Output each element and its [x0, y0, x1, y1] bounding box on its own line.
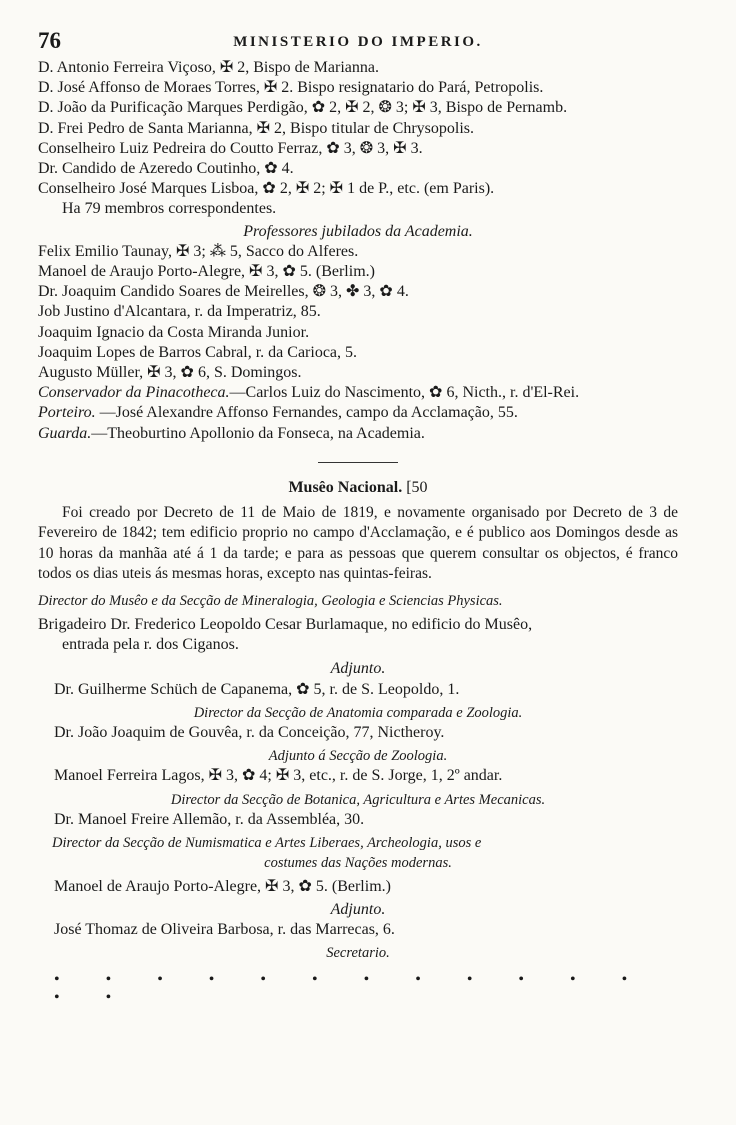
botany-director-line: Dr. Manoel Freire Allemão, r. da Assembléa, 30.: [54, 810, 365, 828]
member-line: D. José Affonso de Moraes Torres, ✠ 2. Bispo resignatario do Pará, Petropolis.: [38, 79, 544, 97]
botany-heading: Director da Secção de Botanica, Agricultura e Artes Mecanicas.: [170, 791, 546, 808]
page-header: [38, 28, 678, 58]
member-line: Dr. Candido de Azeredo Coutinho, ✿ 4.: [38, 160, 294, 178]
retired-line: Joaquim Lopes de Barros Cabral, r. da Carioca, 5.: [38, 343, 358, 361]
staff-line: [38, 424, 678, 444]
zoology-director-line: Dr. João Joaquim de Gouvêa, r. da Conceição, 77, Nictheroy.: [54, 724, 445, 742]
adjunto-heading: Adjunto.: [330, 660, 386, 678]
secretary-heading: Secretario.: [326, 945, 390, 962]
director-line: Brigadeiro Dr. Frederico Leopoldo Cesar Burlamaque, no edificio do Musêo,: [38, 616, 533, 634]
retired-line: Dr. Joaquim Candido Soares de Meirelles, ❂ 3, ✤ 3, ✿ 4.: [38, 283, 409, 301]
adjunto-heading: Adjunto.: [330, 900, 386, 918]
member-line: Conselheiro Luiz Pedreira do Coutto Ferraz, ✿ 3, ❂ 3, ✠ 3.: [38, 139, 423, 157]
director-line: entrada pela r. dos Ciganos.: [62, 636, 239, 654]
museum-title: Musêo Nacional.: [288, 478, 403, 496]
member-line: Conselheiro José Marques Lisboa, ✿ 2, ✠ 2; ✠ 1 de P., etc. (em Paris).: [38, 180, 495, 198]
academy-staff: [38, 383, 678, 444]
staff-role: Conservador da Pinacotheca.: [38, 384, 230, 402]
retired-line: Manoel de Araujo Porto-Alegre, ✠ 3, ✿ 5. (Berlim.): [38, 263, 375, 281]
member-line: D. João da Purificação Marques Perdigão, ✿ 2, ✠ 2, ❂ 3; ✠ 3, Bispo de Pernamb.: [38, 99, 568, 117]
page-number: 76: [38, 28, 61, 53]
staff-role: Porteiro.: [38, 404, 96, 422]
running-head: MINISTERIO DO IMPERIO.: [233, 34, 483, 50]
staff-role: Guarda.: [38, 424, 92, 442]
retired-line: Job Justino d'Alcantara, r. da Imperatriz, 85.: [38, 303, 321, 321]
numismatics-director-line: Manoel de Araujo Porto-Alegre, ✠ 3, ✿ 5. (Berlim.): [54, 877, 391, 895]
adjunto-line: José Thomaz de Oliveira Barbosa, r. das Marrecas, 6.: [54, 920, 395, 938]
document-page: [38, 28, 678, 1007]
section-number: [50: [406, 478, 428, 496]
retired-professors-list: [38, 242, 678, 383]
retired-professors-heading: Professores jubilados da Academia.: [243, 222, 473, 240]
retired-line: Felix Emilio Taunay, ✠ 3; ⁂ 5, Sacco do Alferes.: [38, 242, 359, 260]
museum-paragraph: Foi creado por Decreto de 11 de Maio de 1819, e novamente organisado por Decreto de 3 de Fevereiro de 1842; tem edificio proprio no campo d'Acclamação, e é publico aos Domingos desde as 10 horas da manhãa até á 1 da tarde; e para as pessoas que querem consultar os objectos, é franco todos os dias uteis ás mesmas horas, excepto nas quintas-feiras.: [38, 503, 678, 583]
section-divider: [318, 462, 398, 463]
numismatics-heading-cont: costumes das Nações modernas.: [264, 855, 452, 872]
member-line: D. Frei Pedro de Santa Marianna, ✠ 2, Bispo titular de Chrysopolis.: [38, 119, 475, 137]
museum-description: [38, 503, 678, 585]
leader-dots: • • • • • • • • • • • • • •: [54, 971, 649, 1007]
zoology-heading: Director da Secção de Anatomia comparada e Zoologia.: [193, 704, 523, 721]
zoology-adjunto-heading: Adjunto á Secção de Zoologia.: [268, 748, 448, 765]
staff-line: [38, 383, 678, 403]
adjunto-line: Dr. Guilherme Schüch de Capanema, ✿ 5, r. de S. Leopoldo, 1.: [54, 680, 460, 698]
staff-text: —Carlos Luiz do Nascimento, ✿ 6, Nicth., r. d'El-Rei.: [229, 384, 580, 402]
member-line: D. Antonio Ferreira Viçoso, ✠ 2, Bispo de Marianna.: [38, 59, 379, 76]
retired-line: Joaquim Ignacio da Costa Miranda Junior.: [38, 323, 310, 341]
numismatics-heading: Director da Secção de Numismatica e Artes Liberaes, Archeologia, usos e: [52, 835, 482, 852]
museum-section-title: [38, 477, 678, 499]
staff-text: —Theoburtino Apollonio da Fonseca, na Academia.: [91, 424, 425, 442]
staff-line: [38, 403, 678, 423]
retired-line: Augusto Müller, ✠ 3, ✿ 6, S. Domingos.: [38, 364, 302, 382]
correspondents-note: Ha 79 membros correspondentes.: [62, 200, 277, 218]
academy-members: [38, 58, 678, 220]
director-heading: Director do Musêo e da Secção de Mineralogia, Geologia e Sciencias Physicas.: [38, 592, 503, 609]
staff-text: —José Alexandre Affonso Fernandes, campo da Acclamação, 55.: [95, 404, 518, 422]
zoology-adjunto-line: Manoel Ferreira Lagos, ✠ 3, ✿ 4; ✠ 3, etc., r. de S. Jorge, 1, 2º andar.: [54, 767, 503, 785]
